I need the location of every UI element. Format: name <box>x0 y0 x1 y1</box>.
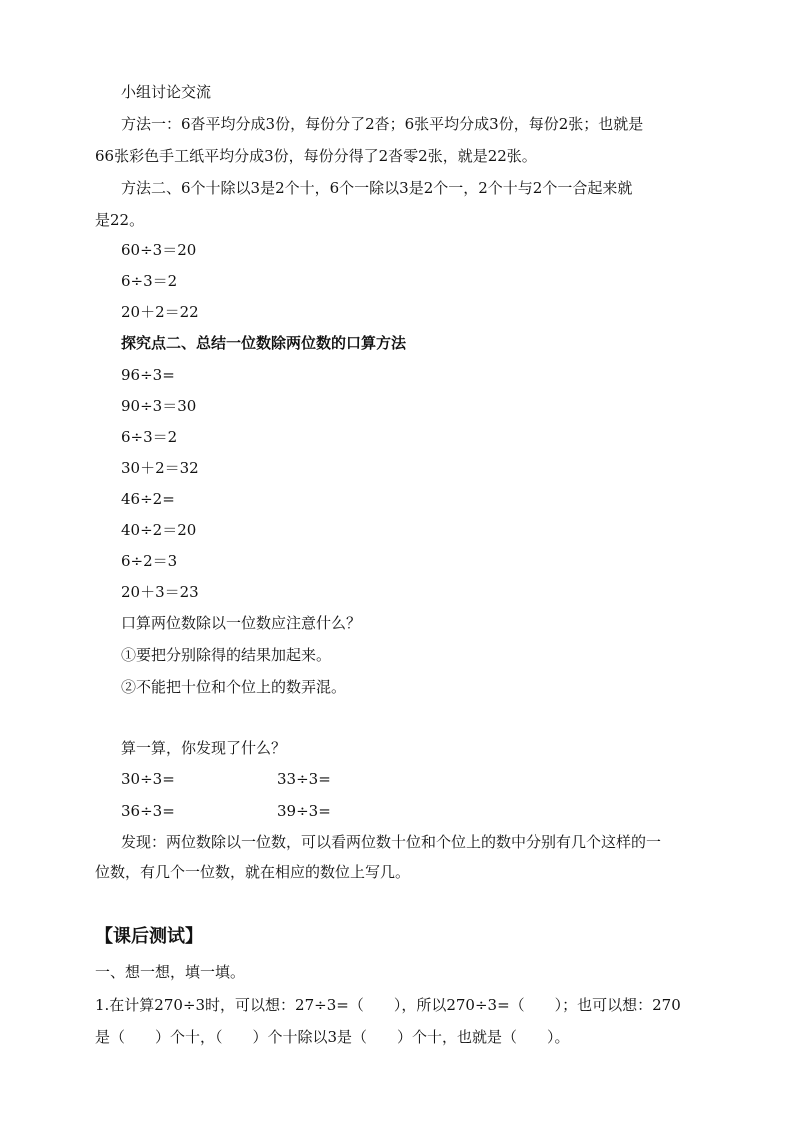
calc-prompt: 算一算，你发现了什么？ <box>121 739 287 757</box>
equation-90-div-3: 90÷3＝30 <box>121 397 197 415</box>
equation-6-div-2: 6÷2＝3 <box>121 552 178 570</box>
equation-30-plus-2: 30＋2＝32 <box>121 459 199 477</box>
after-class-test-heading: 【课后测试】 <box>95 926 203 947</box>
question-one-line-1: 1.在计算270÷3时，可以想：27÷3=（ ），所以270÷3=（ ）；也可以想：270 <box>95 996 681 1014</box>
method-two-line-2: 是22。 <box>95 211 145 229</box>
equation-46-div-2: 46÷2= <box>121 490 175 508</box>
discussion-heading: 小组讨论交流 <box>121 83 212 101</box>
note-two: ②不能把十位和个位上的数弄混。 <box>121 678 347 696</box>
note-one: ①要把分别除得的结果加起来。 <box>121 646 332 664</box>
attention-question: 口算两位数除以一位数应注意什么？ <box>121 614 362 632</box>
explore-point-two-heading: 探究点二、总结一位数除两位数的口算方法 <box>121 334 407 352</box>
equation-60-div-3: 60÷3＝20 <box>121 241 197 259</box>
method-two-line-1: 方法二、6个十除以3是2个十，6个一除以3是2个一，2个十与2个一合起来就 <box>121 179 633 197</box>
discovery-line-2: 位数，有几个一位数，就在相应的数位上写几。 <box>95 863 411 881</box>
section-one-heading: 一、想一想，填一填。 <box>95 963 246 981</box>
calc-36-div-3: 36÷3= <box>121 802 175 820</box>
calc-30-div-3: 30÷3= <box>121 770 175 788</box>
equation-96-div-3: 96÷3= <box>121 366 175 384</box>
equation-6-div-3-b: 6÷3＝2 <box>121 428 178 446</box>
calc-33-div-3: 33÷3= <box>277 770 331 788</box>
question-one-line-2: 是（ ）个十，（ ）个十除以3是（ ）个十，也就是（ ）。 <box>95 1028 570 1046</box>
equation-40-div-2: 40÷2＝20 <box>121 521 197 539</box>
equation-20-plus-2: 20＋2＝22 <box>121 303 199 321</box>
equation-6-div-3-a: 6÷3＝2 <box>121 272 178 290</box>
calc-39-div-3: 39÷3= <box>277 802 331 820</box>
discovery-line-1: 发现：两位数除以一位数，可以看两位数十位和个位上的数中分别有几个这样的一 <box>121 833 662 851</box>
method-one-line-1: 方法一：6沓平均分成3份，每份分了2沓；6张平均分成3份，每份2张；也就是 <box>121 115 644 133</box>
method-one-line-2: 66张彩色手工纸平均分成3份，每份分得了2沓零2张，就是22张。 <box>95 147 537 165</box>
equation-20-plus-3: 20＋3＝23 <box>121 583 199 601</box>
